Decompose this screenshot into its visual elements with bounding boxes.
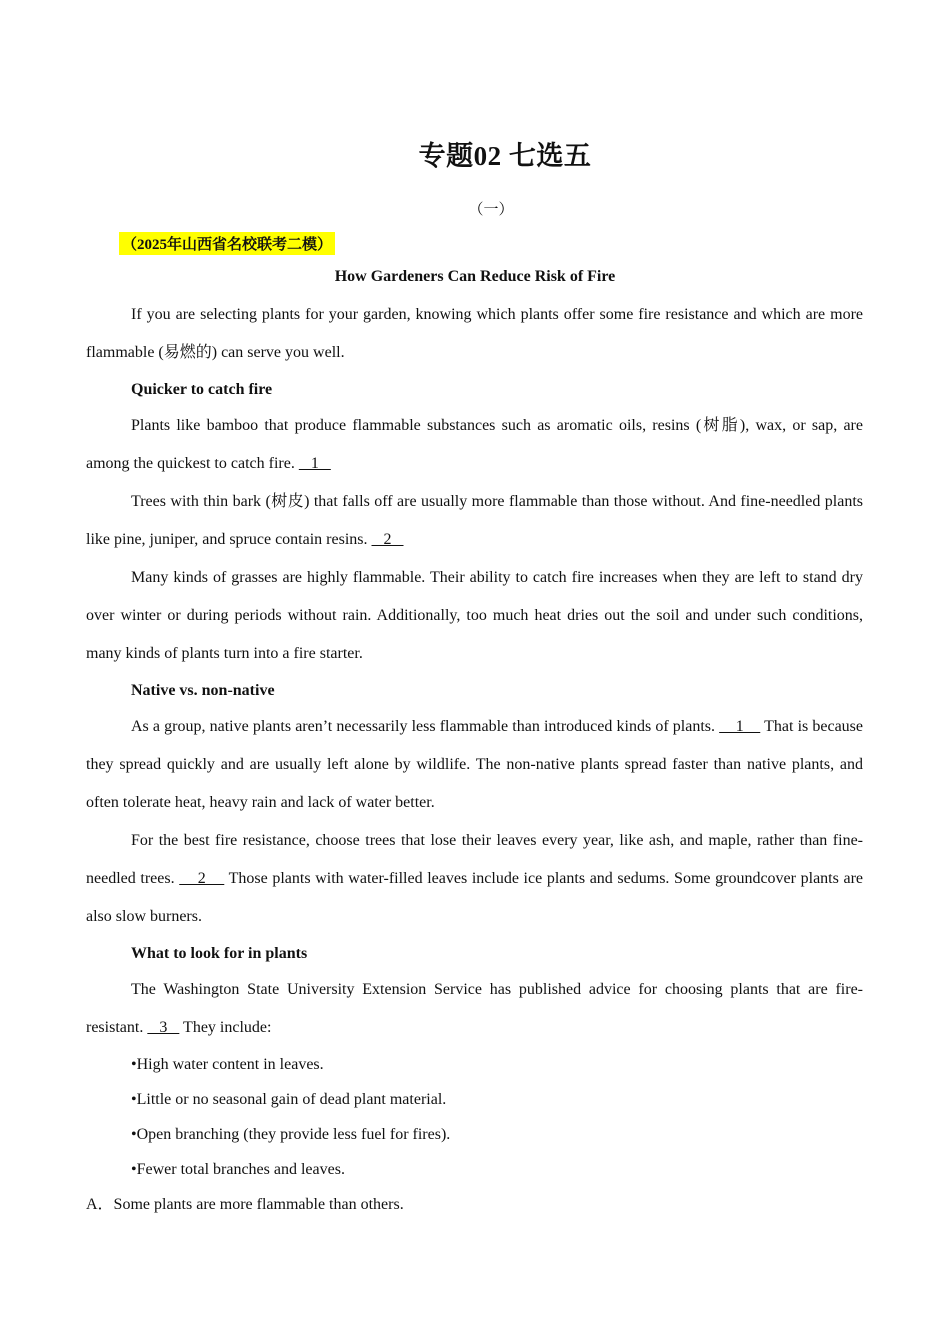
paragraph-5-text-a: For the best fire resistance, choose trees that lose their leaves every year, like ash, and maple, rather than fine-needled trees. [86,832,863,887]
paragraph-1 [86,407,863,483]
blank-2: 2 [371,531,404,548]
paragraph-6-text-b: They include: [179,1019,272,1036]
blank-2-second: 2 [179,870,225,887]
blank-1-second: 1 [719,718,761,735]
blank-3: 3 [147,1019,180,1036]
paragraph-5 [86,822,863,936]
paragraph-6-text-a: The Washington State University Extension Service has published advice for choosing plants that are fire-resistant. [86,981,863,1036]
source-label: （2025年山西省名校联考二模） [119,232,335,255]
bullet-item: •Fewer total branches and leaves. [131,1161,345,1178]
paragraph-3: Many kinds of grasses are highly flammable. Their ability to catch fire increases when they are left to stand dry over winter or during periods without rain. Additionally, too much heat dries out the soil and under such conditions, many kinds of plants turn into a fire starter. [86,569,863,662]
paragraph-6 [86,971,863,1047]
article-body [86,296,863,1222]
section-number: （一） [468,202,514,218]
bullet-item: •High water content in leaves. [131,1056,324,1073]
page-title: 专题02 七选五 [418,141,592,171]
heading-native: Native vs. non-native [131,682,275,699]
paragraph-4-text-a: As a group, native plants aren’t necessarily less flammable than introduced kinds of plants. [131,718,720,735]
heading-quicker: Quicker to catch fire [131,381,273,398]
article-title: How Gardeners Can Reduce Risk of Fire [334,268,616,285]
paragraph-intro: If you are selecting plants for your garden, knowing which plants offer some fire resistance and which are more flammable (易燃的) can serve you well. [86,306,863,361]
option-a: A．Some plants are more flammable than others. [86,1196,404,1213]
blank-1: 1 [298,455,331,472]
paragraph-2 [86,483,863,559]
paragraph-1-text: Plants like bamboo that produce flammable substances such as aromatic oils, resins (树脂), wax, or sap, are among the quickest to catch fire. [86,417,863,472]
paragraph-5-text-b: Those plants with water-filled leaves include ice plants and sedums. Some groundcover plants are also slow burners. [86,870,864,925]
paragraph-4 [86,708,863,822]
paragraph-4-text-b: That is because they spread quickly and are usually left alone by wildlife. The non-native plants spread faster than native plants, and often tolerate heat, heavy rain and lack of water better. [86,718,864,811]
paragraph-2-text: Trees with thin bark (树皮) that falls off are usually more flammable than those without. And fine-needled plants like pine, juniper, and spruce contain resins. [86,493,863,548]
heading-what-to-look: What to look for in plants [131,945,308,962]
bullet-item: •Open branching (they provide less fuel for fires). [131,1126,451,1143]
bullet-item: •Little or no seasonal gain of dead plant material. [131,1091,447,1108]
